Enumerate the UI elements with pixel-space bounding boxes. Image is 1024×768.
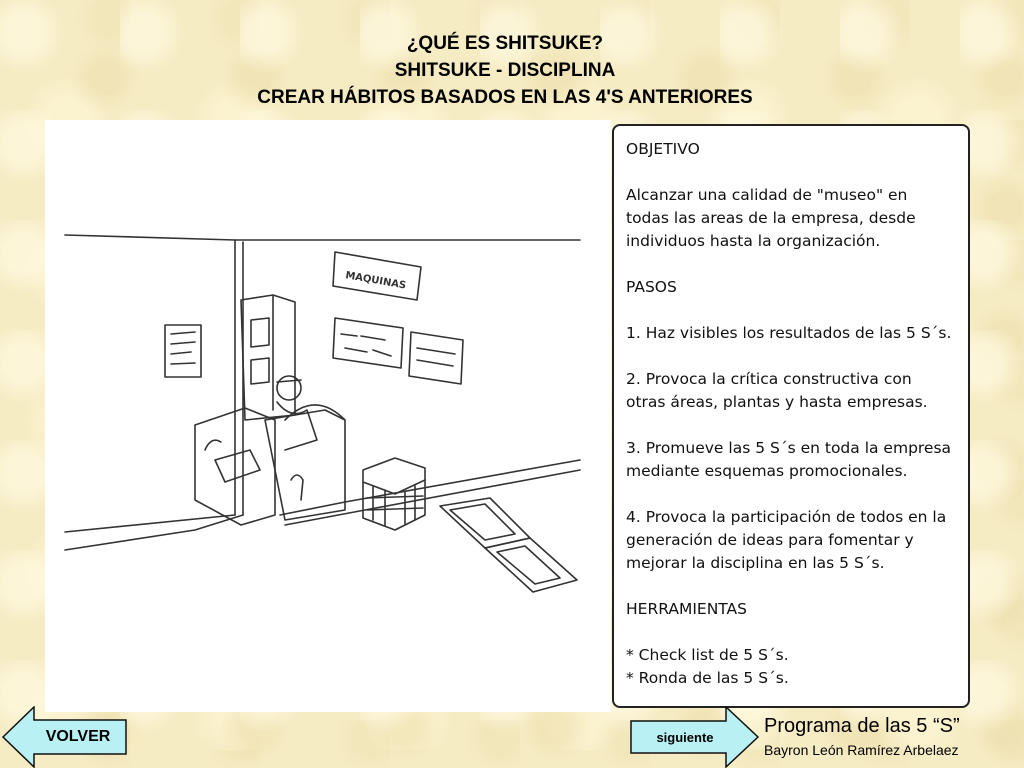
objetivo-line: Alcanzar una calidad de "museo" en	[626, 186, 908, 204]
slide-title	[0, 30, 1010, 111]
title-line-2: SHITSUKE - DISCIPLINA	[394, 60, 616, 81]
workplace-illustration	[45, 120, 611, 712]
back-button[interactable]	[2, 706, 128, 768]
info-panel	[612, 124, 970, 708]
paso-4-line: generación de ideas para fomentar y	[626, 531, 914, 549]
herramienta-item: * Check list de 5 S´s.	[626, 646, 789, 664]
paso-2-line: otras áreas, plantas y hasta empresas.	[626, 393, 928, 411]
title-line-3: CREAR HÁBITOS BASADOS EN LAS 4'S ANTERIORES	[257, 87, 753, 108]
next-button-label: siguiente	[656, 730, 714, 745]
author-name: Bayron León Ramírez Arbelaez	[764, 742, 959, 758]
paso-1-line: 1. Haz visibles los resultados de las 5 S´s.	[626, 324, 952, 342]
next-button[interactable]	[630, 706, 760, 768]
title-line-1: ¿QUÉ ES SHITSUKE?	[406, 33, 604, 54]
objetivo-heading: OBJETIVO	[626, 140, 700, 158]
objetivo-line: todas las areas de la empresa, desde	[626, 209, 916, 227]
program-title: Programa de las 5 “S”	[764, 715, 960, 737]
paso-3-line: 3. Promueve las 5 S´s en toda la empresa	[626, 439, 952, 457]
paso-3-line: mediante esquemas promocionales.	[626, 462, 908, 480]
pasos-heading: PASOS	[626, 278, 677, 296]
herramientas-heading: HERRAMIENTAS	[626, 600, 748, 618]
herramienta-item: * Ronda de las 5 S´s.	[626, 669, 789, 687]
machines-sign-label: MAQUINAS	[344, 270, 407, 292]
back-button-label: VOLVER	[45, 728, 111, 745]
paso-4-line: mejorar la disciplina en las 5 S´s.	[626, 554, 885, 572]
objetivo-line: individuos hasta la organización.	[626, 232, 881, 250]
paso-2-line: 2. Provoca la crítica constructiva con	[626, 370, 912, 388]
paso-4-line: 4. Provoca la participación de todos en la	[626, 508, 947, 526]
workplace-drawing	[45, 120, 611, 712]
